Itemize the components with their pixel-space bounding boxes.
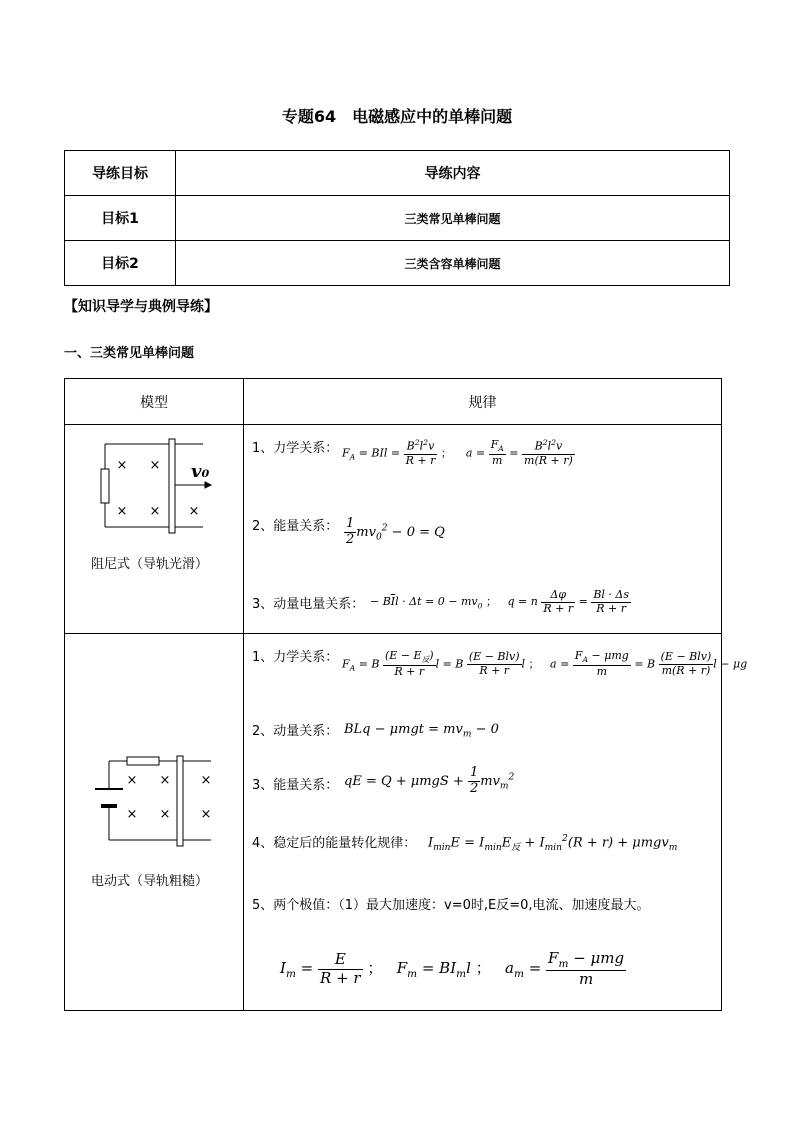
formula-extremes: $I_m$ = $\frac{E}{R + r}$ ； $F_m = BI_ml$ ； $a_m$ = $\frac{F_m - \mu mg}{m}$ — [280, 949, 625, 989]
field-mark: × — [126, 773, 138, 788]
goal-cell: 目标1 — [65, 196, 176, 241]
table-row — [65, 241, 730, 286]
model-label: 阻尼式（导轨光滑） — [91, 557, 209, 572]
field-mark: × — [116, 504, 128, 519]
table-row — [65, 196, 730, 241]
formula-energy: qE = Q + μmgS + $\frac{1}{2}$ $mv_m^2$ — [344, 765, 515, 796]
model-label: 电动式（导轨粗糙） — [91, 874, 209, 889]
page-title: 专题64 电磁感应中的单棒问题 — [281, 107, 513, 126]
formula-momentum: BLq − $\mu mgt = mv_m - 0$ — [344, 722, 499, 740]
section-heading: 【知识导学与典例导练】 — [64, 299, 218, 315]
rule-cell — [244, 634, 748, 1010]
field-mark: × — [188, 504, 200, 519]
field-mark: × — [200, 773, 212, 788]
goal-header-cell: 导练目标 — [65, 151, 176, 196]
model-header-cell: 模型 — [65, 379, 244, 425]
rule-item: 4、稳定后的能量转化规律： — [252, 836, 417, 851]
rule-item: 1、力学关系： — [252, 441, 339, 456]
subsection-heading: 一、三类常见单棒问题 — [64, 346, 195, 361]
model-cell — [65, 634, 243, 1010]
formula-force: $F_A$ = BIl = $\frac{B^2l^2v}{R + r}$ ； a = $\frac{F_A}{m}$ = $\frac{B^2l^2v}{m(R + r)}$ — [342, 438, 573, 468]
velocity-label: v₀ — [191, 461, 210, 482]
field-mark: × — [149, 458, 161, 473]
goal-table — [64, 150, 730, 286]
formula-energy-conversion: $I_{min}E = I_{min}E_反 + I_{min}^2(R + r) + \mu mgv_m$ — [428, 834, 678, 853]
motor-circuit-diagram — [65, 752, 243, 862]
content-cell: 三类含容单棒问题 — [176, 241, 730, 286]
rule-header-cell: 规律 — [244, 379, 722, 425]
rule-item: 1、力学关系： — [252, 650, 339, 665]
rule-item: 5、两个极值：（1）最大加速度：v=0时,E反=0,电流、加速度最大。 — [252, 898, 650, 913]
rule-item: 2、动量关系： — [252, 724, 339, 739]
field-mark: × — [126, 807, 138, 822]
formula-energy: $\frac{1}{2}$ $mv_0^2 - 0 = Q$ — [346, 516, 445, 547]
table-row — [65, 425, 722, 634]
field-mark: × — [159, 773, 171, 788]
formula-momentum-charge: − $B\overline{I}l \cdot \Delta t = 0 - mv_0$ ； q = n $\frac{\Delta\varphi}{R + r}$ = $\frac{Bl \cdot \Delta s}{R + r}$ — [370, 588, 629, 615]
field-mark: × — [149, 504, 161, 519]
table-row — [65, 634, 722, 1011]
model-table-header — [65, 379, 722, 425]
goal-table-header — [65, 151, 730, 196]
rule-cell — [244, 425, 721, 633]
field-mark: × — [200, 807, 212, 822]
formula-force: $F_A = B$ $\frac{(E - E_反)}{R + r}$ l = B $\frac{\text{(E − Blv)}}{R + r}$ l ； a = $\frac{F_A - \mu mg}{m}$ = B $\frac{\text{(E − Blv)}}{m(R + r)}$ l − μg — [342, 649, 748, 679]
rule-item: 3、能量关系： — [252, 778, 339, 793]
model-table — [64, 378, 748, 1011]
damping-circuit-diagram — [65, 435, 243, 545]
rule-item: 2、能量关系： — [252, 519, 339, 534]
field-mark: × — [116, 458, 128, 473]
field-mark: × — [159, 807, 171, 822]
content-header-cell: 导练内容 — [176, 151, 730, 196]
rule-item: 3、动量电量关系： — [252, 597, 365, 612]
model-cell — [65, 425, 243, 633]
content-cell: 三类常见单棒问题 — [176, 196, 730, 241]
goal-cell: 目标2 — [65, 241, 176, 286]
